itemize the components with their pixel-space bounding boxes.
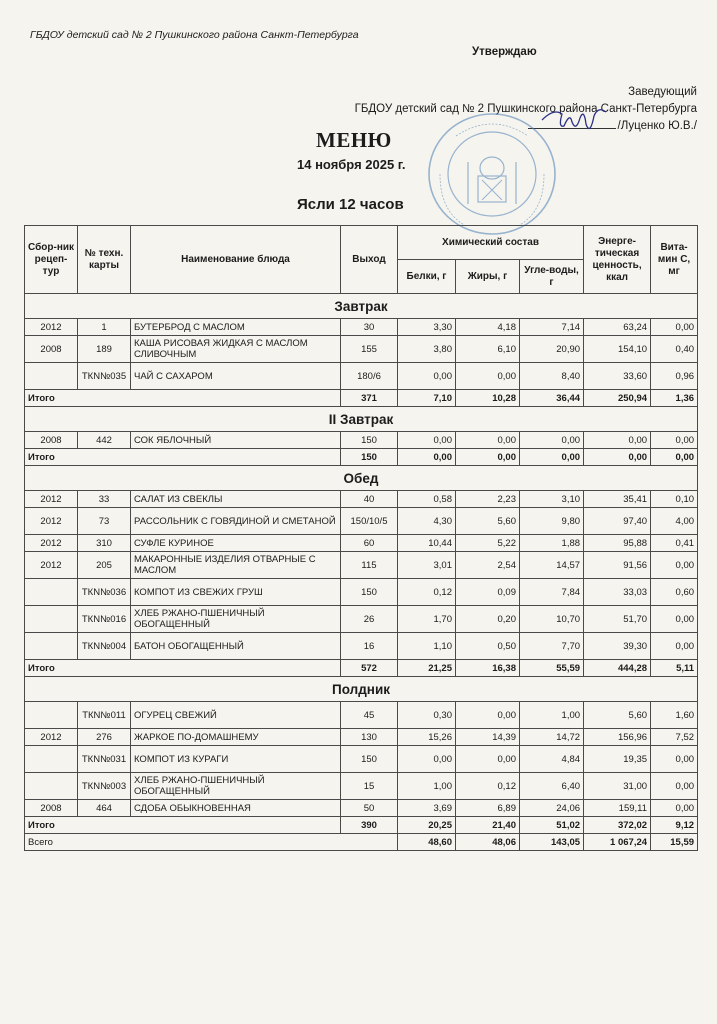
portion-cell: 155 xyxy=(341,336,398,363)
fat-cell: 0,50 xyxy=(456,633,520,660)
dish-row xyxy=(25,746,698,773)
dish-row xyxy=(25,800,698,817)
collection-cell: 2008 xyxy=(25,336,78,363)
total-vitamin-c: 9,12 xyxy=(651,817,698,834)
section-row xyxy=(25,407,698,432)
grand-total-vitamin-c: 15,59 xyxy=(651,834,698,851)
portion-cell: 150 xyxy=(341,579,398,606)
portion-cell: 26 xyxy=(341,606,398,633)
approver-name: /Луценко Ю.В./ xyxy=(617,120,697,132)
energy-cell: 95,88 xyxy=(584,535,651,552)
dish-row xyxy=(25,552,698,579)
energy-cell: 91,56 xyxy=(584,552,651,579)
vitamin-c-cell: 0,00 xyxy=(651,800,698,817)
protein-cell: 3,69 xyxy=(398,800,456,817)
collection-cell: 2012 xyxy=(25,508,78,535)
page-title: МЕНЮ xyxy=(316,128,392,152)
portion-cell: 150/10/5 xyxy=(341,508,398,535)
dish-name-cell: РАССОЛЬНИК С ГОВЯДИНОЙ И СМЕТАНОЙ xyxy=(131,508,341,535)
dish-name-cell: КАША РИСОВАЯ ЖИДКАЯ С МАСЛОМ СЛИВОЧНЫМ xyxy=(131,336,341,363)
vitamin-c-cell: 0,00 xyxy=(651,319,698,336)
collection-cell: 2012 xyxy=(25,535,78,552)
vitamin-c-cell: 0,96 xyxy=(651,363,698,390)
dish-row xyxy=(25,491,698,508)
tech-card-cell: ТКN№003 xyxy=(78,773,131,800)
collection-cell: 2012 xyxy=(25,491,78,508)
total-fat: 10,28 xyxy=(456,390,520,407)
total-vitamin-c: 1,36 xyxy=(651,390,698,407)
carbs-cell: 3,10 xyxy=(520,491,584,508)
tech-card-cell: ТКN№004 xyxy=(78,633,131,660)
collection-cell xyxy=(25,579,78,606)
tech-card-cell: ТКN№016 xyxy=(78,606,131,633)
total-protein: 0,00 xyxy=(398,449,456,466)
total-carbs: 36,44 xyxy=(520,390,584,407)
carbs-cell: 4,84 xyxy=(520,746,584,773)
protein-cell: 3,01 xyxy=(398,552,456,579)
dish-row xyxy=(25,633,698,660)
menu-date: 14 ноября 2025 г. xyxy=(297,157,406,172)
total-label: Итого xyxy=(25,390,341,407)
vitamin-c-cell: 0,00 xyxy=(651,746,698,773)
col-portion: Выход xyxy=(341,226,398,294)
tech-card-cell: ТКN№031 xyxy=(78,746,131,773)
grand-total-label: Всего xyxy=(25,834,398,851)
tech-card-cell: 33 xyxy=(78,491,131,508)
dish-row xyxy=(25,579,698,606)
energy-cell: 5,60 xyxy=(584,702,651,729)
protein-cell: 0,00 xyxy=(398,746,456,773)
total-energy: 372,02 xyxy=(584,817,651,834)
portion-cell: 150 xyxy=(341,746,398,773)
tech-card-cell: ТКN№036 xyxy=(78,579,131,606)
portion-cell: 150 xyxy=(341,432,398,449)
carbs-cell: 9,80 xyxy=(520,508,584,535)
collection-cell: 2008 xyxy=(25,432,78,449)
carbs-cell: 0,00 xyxy=(520,432,584,449)
energy-cell: 63,24 xyxy=(584,319,651,336)
protein-cell: 1,10 xyxy=(398,633,456,660)
total-fat: 0,00 xyxy=(456,449,520,466)
carbs-cell: 14,72 xyxy=(520,729,584,746)
menu-table-body xyxy=(25,294,698,851)
carbs-cell: 24,06 xyxy=(520,800,584,817)
grand-total-fat: 48,06 xyxy=(456,834,520,851)
grand-total-row xyxy=(25,834,698,851)
vitamin-c-cell: 0,00 xyxy=(651,633,698,660)
dish-name-cell: МАКАРОННЫЕ ИЗДЕЛИЯ ОТВАРНЫЕ С МАСЛОМ xyxy=(131,552,341,579)
dish-name-cell: БУТЕРБРОД С МАСЛОМ xyxy=(131,319,341,336)
fat-cell: 0,00 xyxy=(456,432,520,449)
protein-cell: 0,58 xyxy=(398,491,456,508)
total-label: Итого xyxy=(25,817,341,834)
tech-card-cell: 442 xyxy=(78,432,131,449)
protein-cell: 3,30 xyxy=(398,319,456,336)
vitamin-c-cell: 0,00 xyxy=(651,432,698,449)
carbs-cell: 1,00 xyxy=(520,702,584,729)
vitamin-c-cell: 0,41 xyxy=(651,535,698,552)
section-row xyxy=(25,677,698,702)
total-label: Итого xyxy=(25,449,341,466)
energy-cell: 33,03 xyxy=(584,579,651,606)
collection-cell: 2012 xyxy=(25,729,78,746)
dish-name-cell: СДОБА ОБЫКНОВЕННАЯ xyxy=(131,800,341,817)
dish-name-cell: КОМПОТ ИЗ КУРАГИ xyxy=(131,746,341,773)
carbs-cell: 8,40 xyxy=(520,363,584,390)
vitamin-c-cell: 4,00 xyxy=(651,508,698,535)
section-title: Завтрак xyxy=(25,294,698,319)
energy-cell: 35,41 xyxy=(584,491,651,508)
total-carbs: 55,59 xyxy=(520,660,584,677)
protein-cell: 15,26 xyxy=(398,729,456,746)
vitamin-c-cell: 0,00 xyxy=(651,552,698,579)
dish-row xyxy=(25,773,698,800)
approver-position: Заведующий xyxy=(628,86,697,98)
dish-row xyxy=(25,432,698,449)
dish-name-cell: ОГУРЕЦ СВЕЖИЙ xyxy=(131,702,341,729)
portion-cell: 115 xyxy=(341,552,398,579)
tech-card-cell: 73 xyxy=(78,508,131,535)
tech-card-cell: 464 xyxy=(78,800,131,817)
total-energy: 444,28 xyxy=(584,660,651,677)
collection-cell xyxy=(25,773,78,800)
section-total-row xyxy=(25,390,698,407)
official-stamp-icon xyxy=(426,112,558,237)
tech-card-cell: ТКN№035 xyxy=(78,363,131,390)
total-portion: 371 xyxy=(341,390,398,407)
energy-cell: 154,10 xyxy=(584,336,651,363)
col-fat: Жиры, г xyxy=(456,260,520,294)
protein-cell: 10,44 xyxy=(398,535,456,552)
fat-cell: 0,00 xyxy=(456,746,520,773)
section-title: Обед xyxy=(25,466,698,491)
col-chemical-composition: Химический состав xyxy=(398,226,584,260)
dish-row xyxy=(25,363,698,390)
grand-total-protein: 48,60 xyxy=(398,834,456,851)
energy-cell: 51,70 xyxy=(584,606,651,633)
collection-cell xyxy=(25,606,78,633)
fat-cell: 5,22 xyxy=(456,535,520,552)
fat-cell: 0,00 xyxy=(456,702,520,729)
collection-cell: 2012 xyxy=(25,319,78,336)
total-energy: 0,00 xyxy=(584,449,651,466)
fat-cell: 0,20 xyxy=(456,606,520,633)
col-dish-name: Наименование блюда xyxy=(131,226,341,294)
energy-cell: 39,30 xyxy=(584,633,651,660)
carbs-cell: 1,88 xyxy=(520,535,584,552)
fat-cell: 2,23 xyxy=(456,491,520,508)
energy-cell: 156,96 xyxy=(584,729,651,746)
fat-cell: 4,18 xyxy=(456,319,520,336)
approver-organization: ГБДОУ детский сад № 2 Пушкинского района Санкт-Петербурга xyxy=(354,103,697,115)
vitamin-c-cell: 0,00 xyxy=(651,773,698,800)
portion-cell: 50 xyxy=(341,800,398,817)
dish-name-cell: СОК ЯБЛОЧНЫЙ xyxy=(131,432,341,449)
vitamin-c-cell: 1,60 xyxy=(651,702,698,729)
section-total-row xyxy=(25,660,698,677)
carbs-cell: 10,70 xyxy=(520,606,584,633)
vitamin-c-cell: 0,60 xyxy=(651,579,698,606)
energy-cell: 31,00 xyxy=(584,773,651,800)
total-protein: 7,10 xyxy=(398,390,456,407)
tech-card-cell: 1 xyxy=(78,319,131,336)
portion-cell: 16 xyxy=(341,633,398,660)
section-total-row xyxy=(25,449,698,466)
total-portion: 572 xyxy=(341,660,398,677)
fat-cell: 2,54 xyxy=(456,552,520,579)
col-tech-card: № техн. карты xyxy=(78,226,131,294)
signature-icon xyxy=(540,102,610,138)
dish-row xyxy=(25,606,698,633)
total-portion: 390 xyxy=(341,817,398,834)
portion-cell: 30 xyxy=(341,319,398,336)
collection-cell xyxy=(25,702,78,729)
total-protein: 20,25 xyxy=(398,817,456,834)
carbs-cell: 20,90 xyxy=(520,336,584,363)
total-carbs: 51,02 xyxy=(520,817,584,834)
collection-cell: 2008 xyxy=(25,800,78,817)
energy-cell: 19,35 xyxy=(584,746,651,773)
total-fat: 16,38 xyxy=(456,660,520,677)
dish-row xyxy=(25,729,698,746)
carbs-cell: 14,57 xyxy=(520,552,584,579)
fat-cell: 0,09 xyxy=(456,579,520,606)
carbs-cell: 6,40 xyxy=(520,773,584,800)
protein-cell: 0,00 xyxy=(398,363,456,390)
collection-cell xyxy=(25,363,78,390)
dish-row xyxy=(25,508,698,535)
dish-name-cell: КОМПОТ ИЗ СВЕЖИХ ГРУШ xyxy=(131,579,341,606)
carbs-cell: 7,14 xyxy=(520,319,584,336)
dish-name-cell: ХЛЕБ РЖАНО-ПШЕНИЧНЫЙ ОБОГАЩЕННЫЙ xyxy=(131,606,341,633)
total-label: Итого xyxy=(25,660,341,677)
fat-cell: 5,60 xyxy=(456,508,520,535)
vitamin-c-cell: 0,00 xyxy=(651,606,698,633)
section-row xyxy=(25,294,698,319)
protein-cell: 0,12 xyxy=(398,579,456,606)
total-energy: 250,94 xyxy=(584,390,651,407)
fat-cell: 6,10 xyxy=(456,336,520,363)
dish-row xyxy=(25,535,698,552)
dish-name-cell: СУФЛЕ КУРИНОЕ xyxy=(131,535,341,552)
protein-cell: 4,30 xyxy=(398,508,456,535)
grand-total-carbs: 143,05 xyxy=(520,834,584,851)
vitamin-c-cell: 0,40 xyxy=(651,336,698,363)
dish-row xyxy=(25,702,698,729)
portion-cell: 60 xyxy=(341,535,398,552)
fat-cell: 14,39 xyxy=(456,729,520,746)
section-row xyxy=(25,466,698,491)
dish-name-cell: БАТОН ОБОГАЩЕННЫЙ xyxy=(131,633,341,660)
protein-cell: 1,00 xyxy=(398,773,456,800)
tech-card-cell: ТКN№011 xyxy=(78,702,131,729)
col-vitamin-c: Вита-мин С, мг xyxy=(651,226,698,294)
energy-cell: 0,00 xyxy=(584,432,651,449)
fat-cell: 0,12 xyxy=(456,773,520,800)
menu-table xyxy=(24,225,698,851)
tech-card-cell: 189 xyxy=(78,336,131,363)
carbs-cell: 7,84 xyxy=(520,579,584,606)
total-vitamin-c: 5,11 xyxy=(651,660,698,677)
protein-cell: 1,70 xyxy=(398,606,456,633)
col-carbs: Угле-воды, г xyxy=(520,260,584,294)
collection-cell xyxy=(25,633,78,660)
collection-cell xyxy=(25,746,78,773)
fat-cell: 6,89 xyxy=(456,800,520,817)
energy-cell: 97,40 xyxy=(584,508,651,535)
dish-row xyxy=(25,336,698,363)
protein-cell: 3,80 xyxy=(398,336,456,363)
collection-cell: 2012 xyxy=(25,552,78,579)
col-collection: Сбор-ник рецеп-тур xyxy=(25,226,78,294)
portion-cell: 15 xyxy=(341,773,398,800)
portion-cell: 40 xyxy=(341,491,398,508)
dish-name-cell: ХЛЕБ РЖАНО-ПШЕНИЧНЫЙ ОБОГАЩЕННЫЙ xyxy=(131,773,341,800)
tech-card-cell: 276 xyxy=(78,729,131,746)
approve-label: Утверждаю xyxy=(472,46,537,58)
total-protein: 21,25 xyxy=(398,660,456,677)
dish-name-cell: ЧАЙ С САХАРОМ xyxy=(131,363,341,390)
grand-total-energy: 1 067,24 xyxy=(584,834,651,851)
total-vitamin-c: 0,00 xyxy=(651,449,698,466)
vitamin-c-cell: 0,10 xyxy=(651,491,698,508)
total-carbs: 0,00 xyxy=(520,449,584,466)
portion-cell: 180/6 xyxy=(341,363,398,390)
tech-card-cell: 205 xyxy=(78,552,131,579)
dish-name-cell: САЛАТ ИЗ СВЕКЛЫ xyxy=(131,491,341,508)
organization-header: ГБДОУ детский сад № 2 Пушкинского района Санкт-Петербурга xyxy=(30,29,359,41)
fat-cell: 0,00 xyxy=(456,363,520,390)
section-title: II Завтрак xyxy=(25,407,698,432)
total-portion: 150 xyxy=(341,449,398,466)
tech-card-cell: 310 xyxy=(78,535,131,552)
section-title: Полдник xyxy=(25,677,698,702)
col-energy: Энерге-тическая ценность, ккал xyxy=(584,226,651,294)
portion-cell: 130 xyxy=(341,729,398,746)
dish-name-cell: ЖАРКОЕ ПО-ДОМАШНЕМУ xyxy=(131,729,341,746)
total-fat: 21,40 xyxy=(456,817,520,834)
protein-cell: 0,30 xyxy=(398,702,456,729)
dish-row xyxy=(25,319,698,336)
col-protein: Белки, г xyxy=(398,260,456,294)
protein-cell: 0,00 xyxy=(398,432,456,449)
carbs-cell: 7,70 xyxy=(520,633,584,660)
age-group: Ясли 12 часов xyxy=(297,196,404,213)
vitamin-c-cell: 7,52 xyxy=(651,729,698,746)
energy-cell: 159,11 xyxy=(584,800,651,817)
section-total-row xyxy=(25,817,698,834)
portion-cell: 45 xyxy=(341,702,398,729)
energy-cell: 33,60 xyxy=(584,363,651,390)
